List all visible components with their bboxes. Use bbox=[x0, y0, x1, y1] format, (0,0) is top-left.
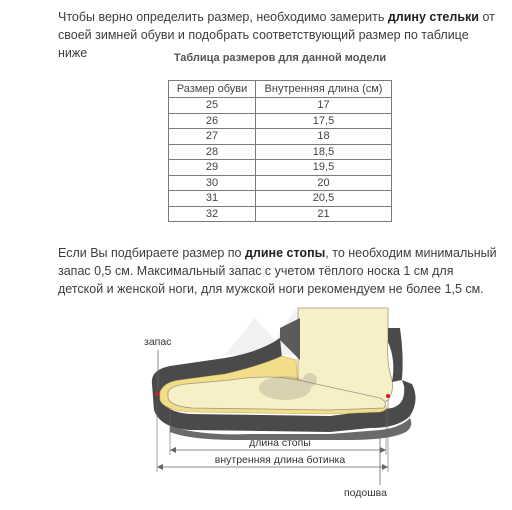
table-caption: Таблица размеров для данной модели bbox=[173, 52, 387, 64]
intro-text-start: Чтобы верно определить размер, необходимо замерить bbox=[58, 10, 388, 24]
size-cell: 32 bbox=[169, 206, 256, 222]
table-row bbox=[169, 206, 392, 222]
boot-measurement-diagram bbox=[130, 300, 430, 505]
length-cell: 19,5 bbox=[256, 160, 392, 176]
intro-bold-insole-length: длину стельки bbox=[387, 10, 479, 24]
length-cell: 20,5 bbox=[256, 191, 392, 207]
length-cell: 17 bbox=[256, 98, 392, 114]
size-cell: 27 bbox=[169, 129, 256, 145]
advice-paragraph bbox=[58, 244, 498, 298]
size-table bbox=[168, 80, 392, 222]
table-row bbox=[169, 98, 392, 114]
table-row bbox=[169, 191, 392, 207]
table-row bbox=[169, 129, 392, 145]
heel-marker bbox=[386, 394, 390, 398]
column-header-size: Размер обуви bbox=[169, 81, 256, 98]
length-cell: 17,5 bbox=[256, 113, 392, 129]
length-cell: 18 bbox=[256, 129, 392, 145]
boot-inner-length-label: внутренняя длина ботинка bbox=[214, 454, 346, 466]
size-cell: 28 bbox=[169, 144, 256, 160]
size-cell: 30 bbox=[169, 175, 256, 191]
intro-text-end: от своей зимней обуви и подобрать соответствующий размер по таблице ниже bbox=[58, 10, 495, 60]
toe-marker bbox=[155, 392, 159, 396]
size-cell: 29 bbox=[169, 160, 256, 176]
table-row bbox=[169, 144, 392, 160]
size-cell: 26 bbox=[169, 113, 256, 129]
table-row bbox=[169, 175, 392, 191]
advice-text-start: Если Вы подбираете размер по bbox=[58, 246, 245, 260]
size-cell: 25 bbox=[169, 98, 256, 114]
size-cell: 31 bbox=[169, 191, 256, 207]
advice-bold-foot-length: длине стопы bbox=[244, 246, 326, 260]
sole-label: подошва bbox=[344, 487, 387, 499]
table-row bbox=[169, 160, 392, 176]
length-cell: 21 bbox=[256, 206, 392, 222]
advice-text-end: , то необходим минимальный запас 0,5 см. Максимальный запас с учетом тёплого носка 1 см для детской и женской ноги, для мужской ноги рекомендуем не более 1,5 см. bbox=[58, 246, 497, 296]
length-cell: 20 bbox=[256, 175, 392, 191]
foot-length-label: длина стопы bbox=[249, 437, 311, 449]
table-row bbox=[169, 113, 392, 129]
length-cell: 18,5 bbox=[256, 144, 392, 160]
table-header-row bbox=[169, 81, 392, 98]
column-header-inner-length: Внутренняя длина (см) bbox=[256, 81, 392, 98]
margin-label: запас bbox=[144, 336, 172, 348]
